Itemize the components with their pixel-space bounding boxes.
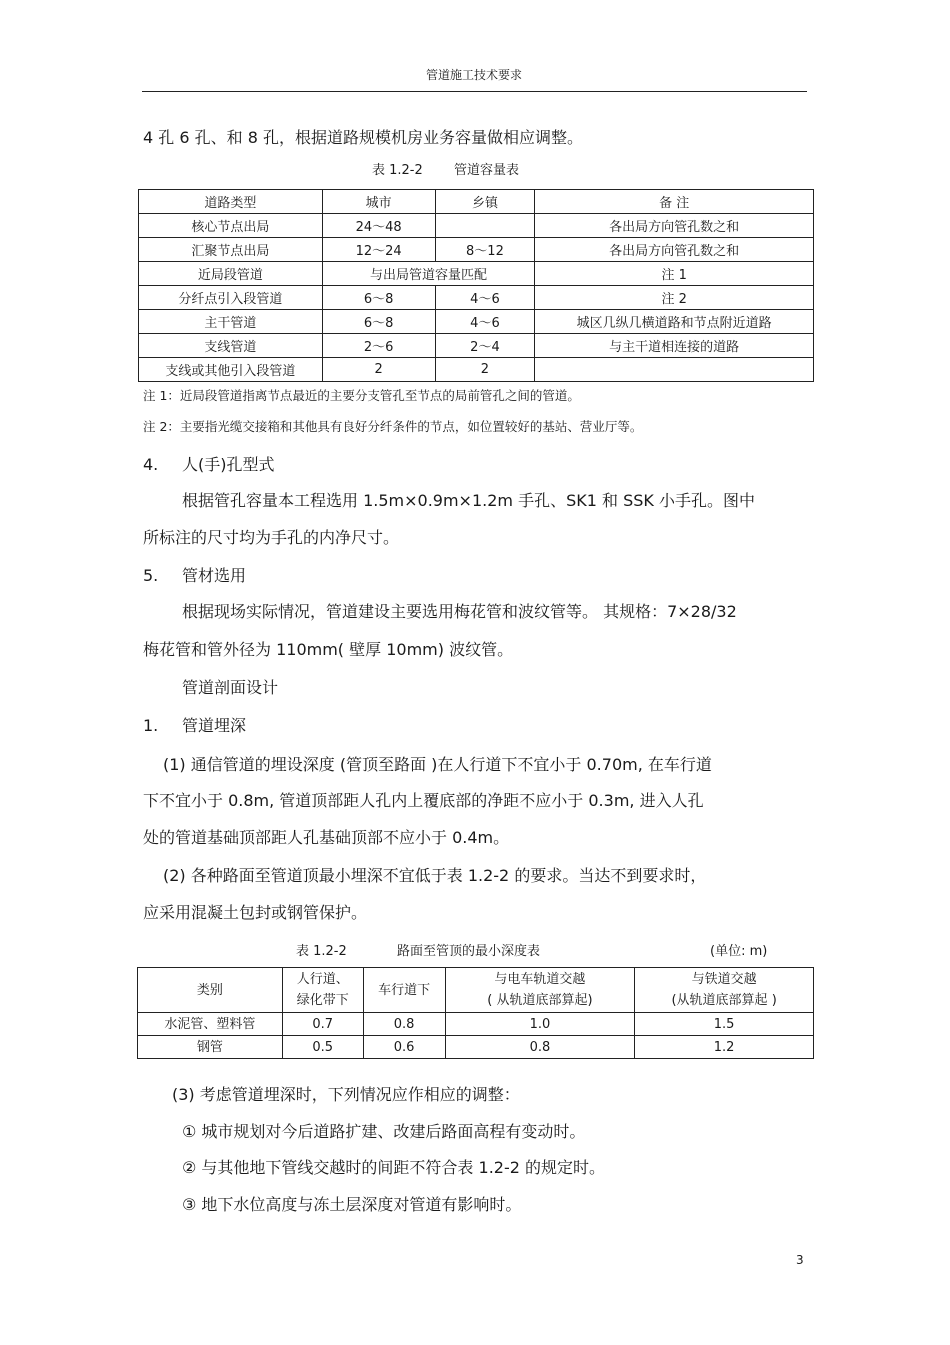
header-cell: 城市 <box>322 190 435 214</box>
table-cell <box>535 358 814 382</box>
table-header-row <box>139 190 814 214</box>
table1-note-2: 注 2：主要指光缆交接箱和其他具有良好分纤条件的节点，如位置较好的基站、营业厅等。 <box>143 419 643 434</box>
profile-heading: 管道剖面设计 <box>182 678 279 697</box>
table-cell <box>435 214 535 238</box>
table-cell: 6～8 <box>322 310 435 334</box>
table1-note-1: 注 1：近局段管道指离节点最近的主要分支管孔至节点的局前管孔之间的管道。 <box>143 388 580 403</box>
table-cell: 钢管 <box>138 1036 283 1059</box>
depth-number: 1. <box>143 716 159 735</box>
table-cell: 各出局方向管孔数之和 <box>535 238 814 262</box>
table-row <box>139 262 814 286</box>
adjust-item-2: ② 与其他地下管线交越时的间距不符合表 1.2-2 的规定时。 <box>182 1158 606 1177</box>
depth-p1-line-3: 处的管道基础顶部距人孔基础顶部不应小于 0.4m。 <box>143 828 510 847</box>
header-cell: 类别 <box>138 968 283 1013</box>
table-cell: 2 <box>322 358 435 382</box>
section5-number: 5. <box>143 566 159 585</box>
table-cell: 0.5 <box>282 1036 363 1059</box>
table-cell: 0.8 <box>363 1013 445 1036</box>
table-cell: 0.6 <box>363 1036 445 1059</box>
table-cell: 4～6 <box>435 310 535 334</box>
table-cell: 0.8 <box>445 1036 635 1059</box>
depth-heading: 管道埋深 <box>182 716 247 735</box>
table-cell: 主干管道 <box>139 310 323 334</box>
table-cell: 近局段管道 <box>139 262 323 286</box>
header-cell: 与电车轨道交越 ( 从轨道底部算起) <box>445 968 635 1013</box>
table-cell: 各出局方向管孔数之和 <box>535 214 814 238</box>
table-cell: 支线管道 <box>139 334 323 358</box>
table-cell: 24～48 <box>322 214 435 238</box>
page-header-title: 管道施工技术要求 <box>425 68 522 82</box>
table-cell: 2～6 <box>322 334 435 358</box>
section4-line-2: 所标注的尺寸均为手孔的内净尺寸。 <box>143 528 400 547</box>
table2-caption-title: 路面至管顶的最小深度表 <box>397 944 541 959</box>
table1-caption-title: 管道容量表 <box>454 163 520 178</box>
table-cell: 注 1 <box>535 262 814 286</box>
depth-p2-line-2: 应采用混凝土包封或钢管保护。 <box>143 903 368 922</box>
table-cell: 核心节点出局 <box>139 214 323 238</box>
intro-line: 4 孔 6 孔、和 8 孔，根据道路规模机房业务容量做相应调整。 <box>143 128 583 147</box>
table-row <box>139 310 814 334</box>
table-cell: 12～24 <box>322 238 435 262</box>
table-cell: 8～12 <box>435 238 535 262</box>
table-cell: 4～6 <box>435 286 535 310</box>
table1-caption-number: 表 1.2-2 <box>372 163 423 178</box>
table-cell: 汇聚节点出局 <box>139 238 323 262</box>
header-cell: 备 注 <box>535 190 814 214</box>
table2-unit: (单位: m) <box>710 944 768 959</box>
section4-number: 4. <box>143 455 159 474</box>
table-cell: 城区几纵几横道路和节点附近道路 <box>535 310 814 334</box>
pipe-capacity-table <box>138 189 814 382</box>
table-cell: 1.2 <box>635 1036 814 1059</box>
section4-heading: 人(手)孔型式 <box>182 455 275 474</box>
section5-heading: 管材选用 <box>182 566 247 585</box>
depth-p1-line-2: 下不宜小于 0.8m, 管道顶部距人孔内上覆底部的净距不应小于 0.3m, 进入人孔 <box>143 791 704 810</box>
table2-caption-number: 表 1.2-2 <box>296 944 347 959</box>
min-depth-table <box>137 967 814 1059</box>
header-cell: 车行道下 <box>363 968 445 1013</box>
table-cell: 与主干道相连接的道路 <box>535 334 814 358</box>
header-rule <box>142 91 807 92</box>
table-row <box>139 286 814 310</box>
adjust-item-1: ① 城市规划对今后道路扩建、改建后路面高程有变动时。 <box>182 1122 586 1141</box>
table-cell: 2～4 <box>435 334 535 358</box>
header-cell: 与铁道交越 (从轨道底部算起 ) <box>635 968 814 1013</box>
table-cell: 支线或其他引入段管道 <box>139 358 323 382</box>
table-row <box>139 214 814 238</box>
table-row <box>139 334 814 358</box>
header-cell: 道路类型 <box>139 190 323 214</box>
table-row <box>138 1013 814 1036</box>
table-row <box>139 358 814 382</box>
table-cell: 分纤点引入段管道 <box>139 286 323 310</box>
page-number: 3 <box>796 1253 804 1267</box>
depth-p1-line-1: (1) 通信管道的埋设深度 (管顶至路面 )在人行道下不宜小于 0.70m, 在车行道 <box>163 755 712 774</box>
section4-line-1: 根据管孔容量本工程选用 1.5m×0.9m×1.2m 手孔、SK1 和 SSK 小手孔。图中 <box>182 491 755 510</box>
adjust-item-3: ③ 地下水位高度与冻土层深度对管道有影响时。 <box>182 1195 522 1214</box>
section5-line-1: 根据现场实际情况，管道建设主要选用梅花管和波纹管等。 其规格：7×28/32 <box>182 602 737 621</box>
table-row <box>139 238 814 262</box>
table-cell: 1.5 <box>635 1013 814 1036</box>
table-cell: 0.7 <box>282 1013 363 1036</box>
table-cell: 水泥管、塑料管 <box>138 1013 283 1036</box>
table-row <box>138 1036 814 1059</box>
table-cell: 2 <box>435 358 535 382</box>
header-cell: 人行道、 绿化带下 <box>282 968 363 1013</box>
table-cell: 注 2 <box>535 286 814 310</box>
table-cell: 1.0 <box>445 1013 635 1036</box>
table-cell-merged: 与出局管道容量匹配 <box>322 262 535 286</box>
depth-p2-line-1: (2) 各种路面至管道顶最小埋深不宜低于表 1.2-2 的要求。当达不到要求时， <box>163 866 707 885</box>
section5-line-2: 梅花管和管外径为 110mm( 壁厚 10mm) 波纹管。 <box>143 640 514 659</box>
table-header-row <box>138 968 814 1013</box>
table-cell: 6～8 <box>322 286 435 310</box>
adjust-intro: (3) 考虑管道埋深时，下列情况应作相应的调整： <box>172 1085 520 1104</box>
header-cell: 乡镇 <box>435 190 535 214</box>
